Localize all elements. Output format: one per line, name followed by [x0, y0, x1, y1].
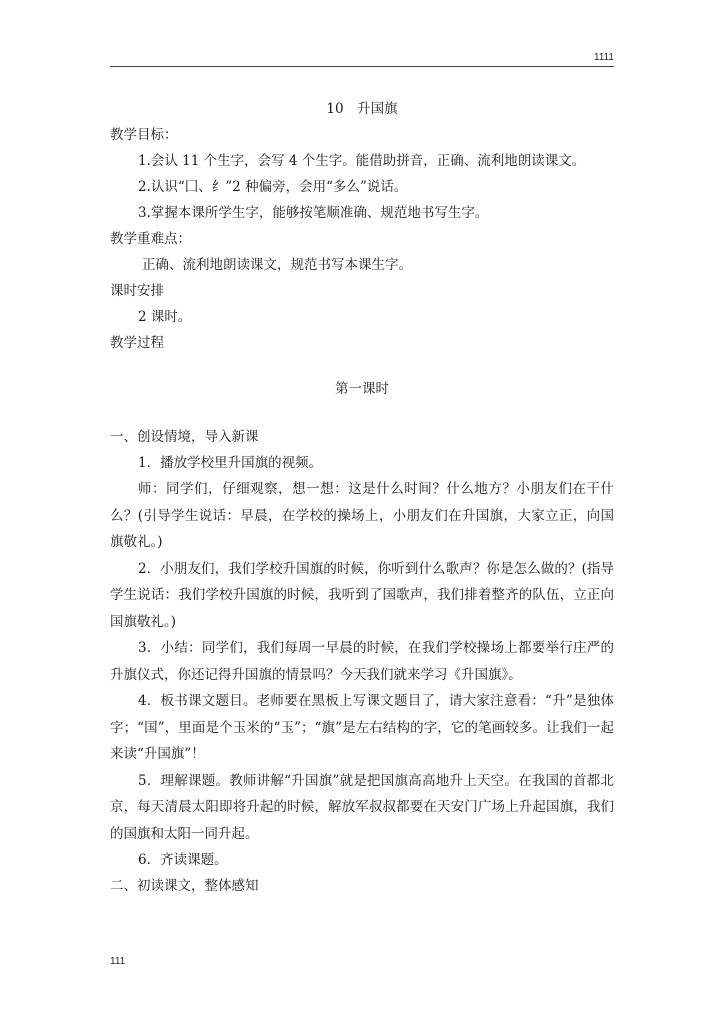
paragraph: 4．板书课文题目。老师要在黑板上写课文题目了，请大家注意看：“升”是独体字；“国”，里面是个玉米的“玉”；“旗”是左右结构的字，它的笔画较多。让我们一起来读“升国旗”！ [110, 693, 614, 762]
paragraph: 2．小朋友们，我们学校升国旗的时候，你听到什么歌声？你是怎么做的？(指导学生说话：我们学校升国旗的时候，我听到了国歌声，我们排着整齐的队伍，立正向国旗敬礼。) [110, 560, 614, 630]
paragraph: 1．播放学校里升国旗的视频。 [138, 455, 323, 471]
schedule-heading: 课时安排 [110, 283, 164, 299]
key-points-text: 正确、流利地朗读课文，规范书写本课生字。 [142, 257, 412, 273]
document-body [110, 96, 614, 899]
paragraph: 3．小结：同学们，我们每周一早晨的时候，在我们学校操场上都要举行庄严的升旗仪式，你还记得升国旗的情景吗？今天我们就来学习《升国旗》。 [110, 640, 614, 683]
objective-item: 3.掌握本课所学生字，能够按笔顺准确、规范地书写生字。 [138, 205, 489, 221]
period-title: 第一课时 [335, 381, 389, 397]
section-heading: 一、创设情境，导入新课 [110, 429, 259, 445]
footer-page-number: 111 [110, 956, 126, 967]
paragraph: 师：同学们，仔细观察，想一想：这是什么时间？什么地方？小朋友们在干什么？(引导学生说话：早晨，在学校的操场上，小朋友们在升国旗，大家立正，向国旗敬礼。) [110, 481, 614, 550]
header-divider [110, 66, 614, 67]
lesson-title: 10 升国旗 [326, 101, 398, 117]
objective-item: 1.会认 11 个生字，会写 4 个生字。能借助拼音，正确、流利地朗读课文。 [138, 153, 586, 169]
section-heading: 二、初读课文，整体感知 [110, 878, 259, 894]
objective-item: 2.认识“囗、纟”2 种偏旁，会用“多么”说话。 [138, 179, 408, 195]
paragraph: 6．齐读课题。 [138, 852, 228, 868]
process-heading: 教学过程 [110, 335, 164, 351]
schedule-text: 2 课时。 [138, 309, 192, 325]
paragraph: 5．理解课题。教师讲解“升国旗”就是把国旗高高地升上天空。在我国的首都北京，每天清晨太阳即将升起的时候，解放军叔叔都要在天安门广场上升起国旗，我们的国旗和太阳一同升起。 [110, 772, 614, 842]
objectives-heading: 教学目标： [110, 127, 178, 143]
header-page-number: 1111 [593, 52, 614, 63]
key-points-heading: 教学重难点： [110, 231, 191, 247]
